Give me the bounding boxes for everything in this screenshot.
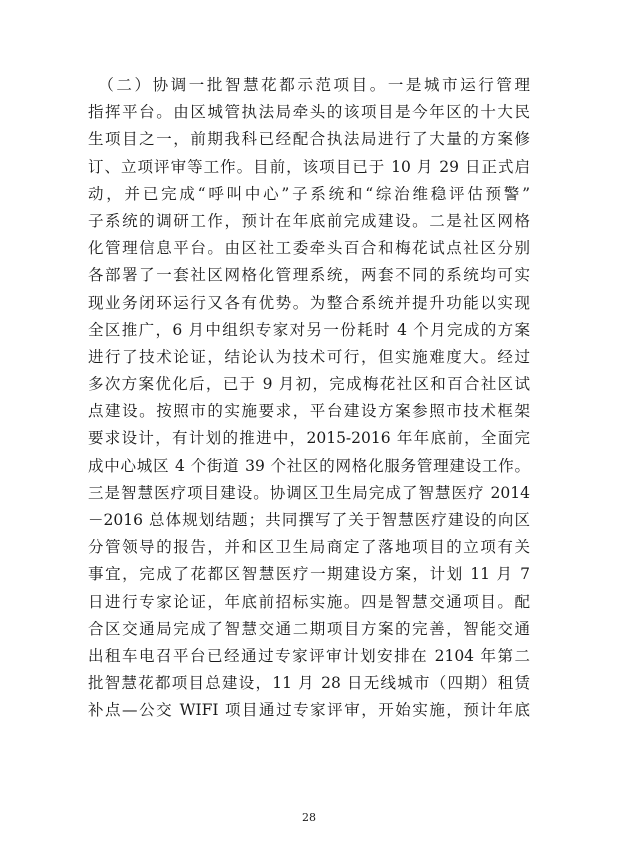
page-number: 28	[302, 811, 316, 824]
text-line: 三是智慧医疗项目建设。协调区卫生局完成了智慧医疗 2014	[88, 483, 530, 502]
text-line: 多次方案优化后，已于 9 月初，完成梅花社区和百合社区试	[88, 375, 530, 394]
text-line: 化管理信息平台。由区社工委牵头百合和梅花试点社区分别	[88, 239, 530, 258]
text-line: 动，并已完成“呼叫中心”子系统和“综治维稳评估预警”	[88, 184, 530, 203]
text-line: 补点—公交 WIFI 项目通过专家评审，开始实施，预计年底	[88, 701, 530, 720]
text-line: 子系统的调研工作，预计在年底前完成建设。二是社区网格	[88, 211, 530, 230]
text-line: 事宜，完成了花都区智慧医疗一期建设方案，计划 11 月 7	[88, 565, 530, 584]
text-line: 点建设。按照市的实施要求，平台建设方案参照市技术框架	[88, 402, 530, 421]
text-line: 全区推广，6 月中组织专家对另一份耗时 4 个月完成的方案	[88, 320, 530, 339]
text-line: 生项目之一，前期我科已经配合执法局进行了大量的方案修	[88, 130, 530, 149]
text-line: 进行了技术论证，结论认为技术可行，但实施难度大。经过	[88, 347, 530, 366]
text-line: 现业务闭环运行又各有优势。为整合系统并提升功能以实现	[88, 293, 530, 312]
text-line: 指挥平台。由区城管执法局牵头的该项目是今年区的十大民	[88, 103, 530, 122]
text-line: （二）协调一批智慧花都示范项目。一是城市运行管理	[88, 76, 530, 94]
text-line: 日进行专家论证，年底前招标实施。四是智慧交通项目。配	[88, 592, 530, 611]
text-line: －2016 总体规划结题；共同撰写了关于智慧医疗建设的向区	[88, 511, 530, 529]
body-text	[88, 72, 530, 725]
text-line: 要求设计，有计划的推进中，2015-2016 年年底前，全面完	[88, 429, 530, 448]
text-line: 分管领导的报告，并和区卫生局商定了落地项目的立项有关	[88, 538, 530, 557]
text-line: 成中心城区 4 个街道 39 个社区的网格化服务管理建设工作。	[88, 456, 530, 475]
text-line: 出租车电召平台已经通过专家评审计划安排在 2104 年第二	[88, 646, 530, 665]
text-line: 合区交通局完成了智慧交通二期项目方案的完善，智能交通	[88, 619, 530, 638]
text-line: 订、立项评审等工作。目前，该项目已于 10 月 29 日正式启	[88, 157, 530, 176]
text-line: 批智慧花都项目总建设，11 月 28 日无线城市（四期）租赁	[88, 674, 530, 693]
text-line: 各部署了一套社区网格化管理系统，两套不同的系统均可实	[88, 266, 530, 285]
